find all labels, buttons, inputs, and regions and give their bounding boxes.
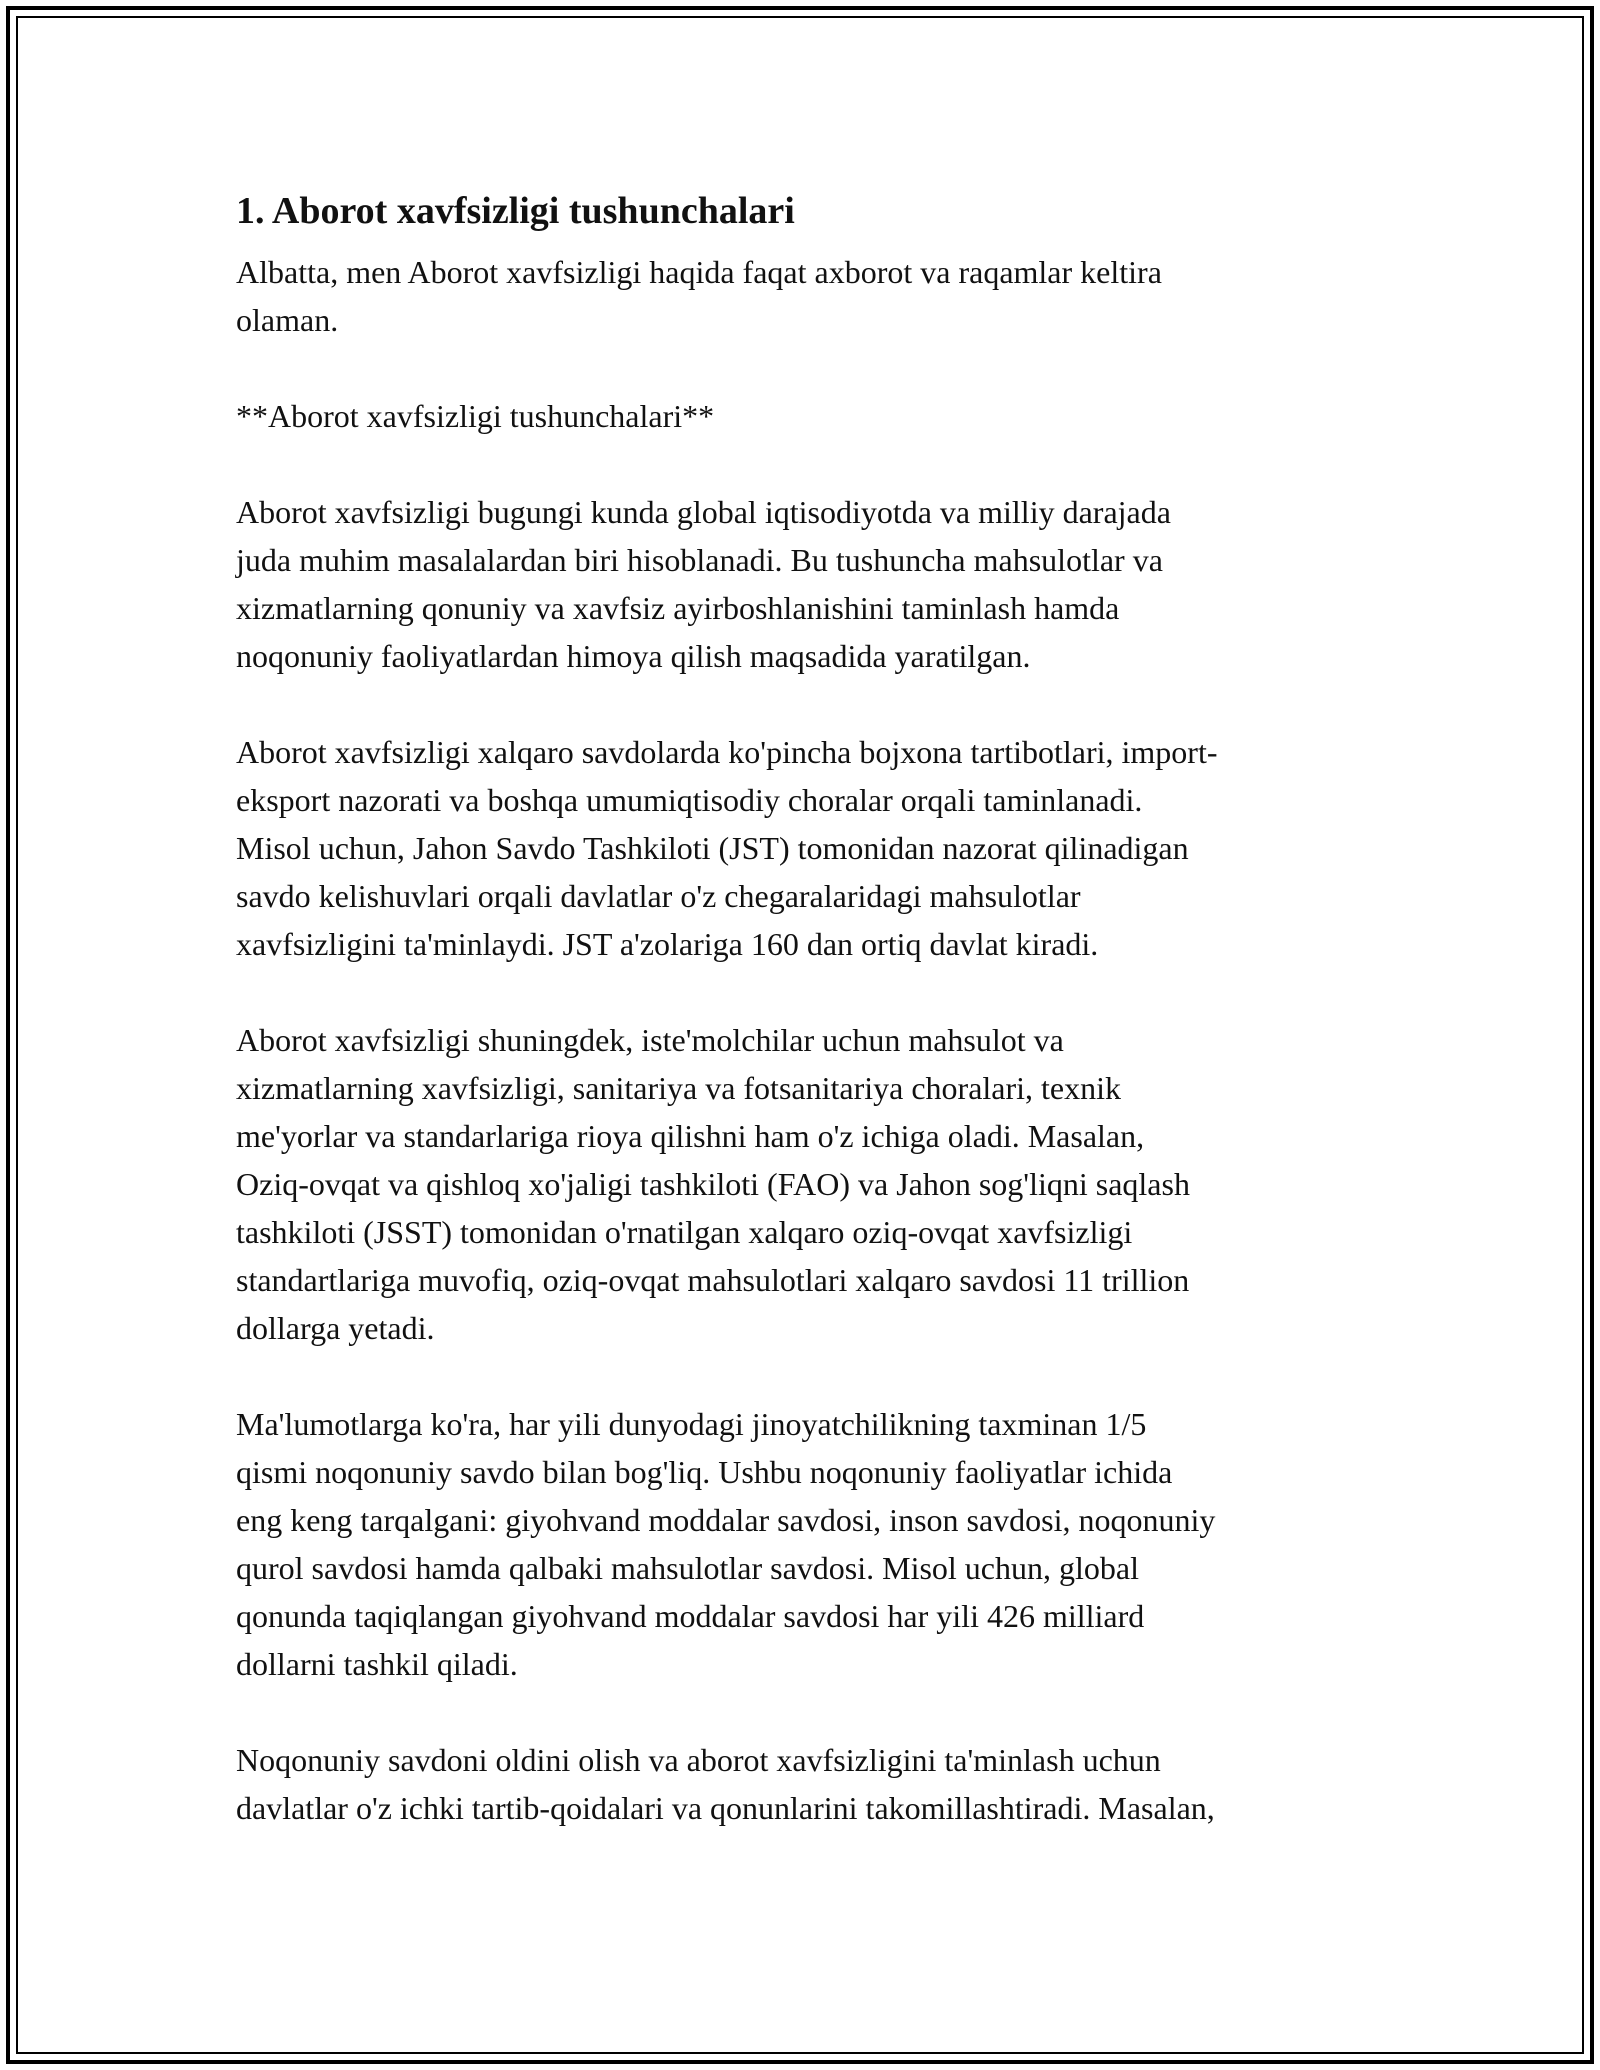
paragraph-subtitle — [236, 392, 1376, 440]
text-line: qurol savdosi hamda qalbaki mahsulotlar savdosi. Misol uchun, global — [236, 1550, 1139, 1586]
text-line: Aborot xavfsizligi shuningdek, iste'molchilar uchun mahsulot va — [236, 1022, 1064, 1058]
text-line: Noqonuniy savdoni oldini olish va aborot xavfsizligini ta'minlash uchun — [236, 1742, 1161, 1778]
document-body — [236, 186, 1376, 1880]
paragraph-prevention — [236, 1736, 1376, 1832]
text-line: eng keng tarqalgani: giyohvand moddalar savdosi, inson savdosi, noqonuniy — [236, 1502, 1216, 1538]
paragraph-illegal-trade — [236, 1400, 1376, 1688]
text-line: dollarni tashkil qiladi. — [236, 1646, 518, 1682]
text-line: qonunda taqiqlangan giyohvand moddalar savdosi har yili 426 milliard — [236, 1598, 1145, 1634]
section-heading: 1. Aborot xavfsizligi tushunchalari — [236, 190, 795, 232]
text-line: xizmatlarning qonuniy va xavfsiz ayirboshlanishini taminlash hamda — [236, 590, 1120, 626]
text-line: me'yorlar va standarlariga rioya qilishni ham o'z ichiga oladi. Masalan, — [236, 1118, 1145, 1154]
text-line: Albatta, men Aborot xavfsizligi haqida faqat axborot va raqamlar keltira — [236, 254, 1162, 290]
text-line: Oziq-ovqat va qishloq xo'jaligi tashkiloti (FAO) va Jahon sog'liqni saqlash — [236, 1166, 1190, 1202]
paragraph-intro — [236, 248, 1376, 344]
paragraph-definition — [236, 488, 1376, 680]
text-line: tashkiloti (JSST) tomonidan o'rnatilgan xalqaro oziq-ovqat xavfsizligi — [236, 1214, 1133, 1250]
text-line: noqonuniy faoliyatlardan himoya qilish maqsadida yaratilgan. — [236, 638, 1031, 674]
text-line: eksport nazorati va boshqa umumiqtisodiy choralar orqali taminlanadi. — [236, 782, 1143, 818]
text-line: xizmatlarning xavfsizligi, sanitariya va fotsanitariya choralari, texnik — [236, 1070, 1122, 1106]
text-line: savdo kelishuvlari orqali davlatlar o'z chegaralaridagi mahsulotlar — [236, 878, 1081, 914]
text-line: qismi noqonuniy savdo bilan bog'liq. Ushbu noqonuniy faoliyatlar ichida — [236, 1454, 1173, 1490]
text-line: Ma'lumotlarga ko'ra, har yili dunyodagi jinoyatchilikning taxminan 1/5 — [236, 1406, 1147, 1442]
text-line: Aborot xavfsizligi xalqaro savdolarda ko'pincha bojxona tartibotlari, import- — [236, 734, 1218, 770]
text-line: dollarga yetadi. — [236, 1310, 435, 1346]
text-line: xavfsizligini ta'minlaydi. JST a'zolariga 160 dan ortiq davlat kiradi. — [236, 926, 1099, 962]
text-line: standartlariga muvofiq, oziq-ovqat mahsulotlari xalqaro savdosi 11 trillion — [236, 1262, 1190, 1298]
text-line: Aborot xavfsizligi bugungi kunda global iqtisodiyotda va milliy darajada — [236, 494, 1171, 530]
text-line: juda muhim masalalardan biri hisoblanadi. Bu tushuncha mahsulotlar va — [236, 542, 1163, 578]
text-line: olaman. — [236, 302, 339, 338]
text-line: davlatlar o'z ichki tartib-qoidalari va qonunlarini takomillashtiradi. Masalan, — [236, 1790, 1215, 1826]
text-line: **Aborot xavfsizligi tushunchalari** — [236, 398, 715, 434]
paragraph-international-trade — [236, 728, 1376, 968]
paragraph-consumer-safety — [236, 1016, 1376, 1352]
text-line: Misol uchun, Jahon Savdo Tashkiloti (JST) tomonidan nazorat qilinadigan — [236, 830, 1189, 866]
